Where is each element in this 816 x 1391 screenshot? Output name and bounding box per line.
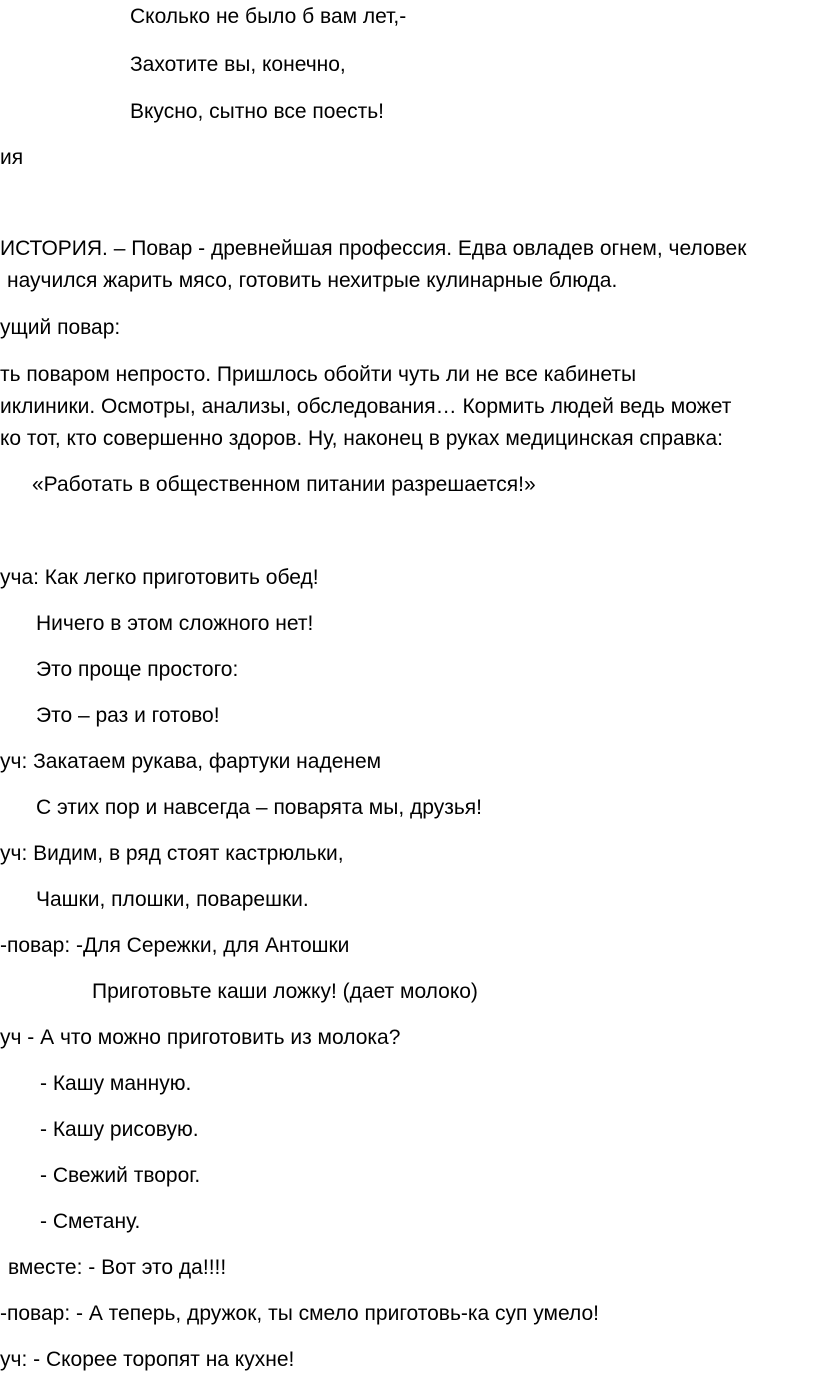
text-line-29: уч: - Скорее торопят на кухне! [0,1348,295,1371]
text-line-11: «Работать в общественном питании разрешается!» [32,473,536,496]
text-line-20: -повар: -Для Сережки, для Антошки [0,934,350,957]
text-line-23: - Кашу манную. [40,1072,192,1095]
text-line-15: Это – раз и готово! [36,704,220,727]
text-line-14: Это проще простого: [36,658,239,681]
text-line-17: С этих пор и навсегда – поварята мы, друзья! [36,796,482,819]
text-line-9: иклиники. Осмотры, анализы, обследования… Кормить людей ведь может [0,395,732,418]
text-line-24: - Кашу рисовую. [40,1118,199,1141]
text-line-19: Чашки, плошки, поварешки. [36,888,309,911]
text-line-21: Приготовьте каши ложку! (дает молоко) [92,980,478,1003]
text-line-16: уч: Закатаем рукава, фартуки наденем [0,750,382,773]
text-line-10: ко тот, кто совершенно здоров. Ну, наконец в руках медицинская справка: [0,427,723,450]
text-line-12: уча: Как легко приготовить обед! [0,566,319,589]
text-line-7: ущий повар: [0,316,121,339]
text-line-8: ть поваром непросто. Пришлось обойти чуть ли не все кабинеты [0,363,637,386]
text-line-22: уч - А что можно приготовить из молока? [0,1026,401,1049]
text-line-25: - Свежий творог. [40,1164,201,1187]
text-line-4: ия [0,146,24,169]
text-line-5: ИСТОРИЯ. – Повар - древнейшая профессия. Едва овладев огнем, человек [0,237,747,260]
text-line-3: Вкусно, сытно все поесть! [130,100,385,123]
text-line-18: уч: Видим, в ряд стоят кастрюльки, [0,842,344,865]
text-line-1: Сколько не было б вам лет,- [130,5,407,28]
text-line-2: Захотите вы, конечно, [130,53,346,76]
text-line-28: -повар: - А теперь, дружок, ты смело приготовь-ка суп умело! [0,1302,599,1325]
text-line-26: - Сметану. [40,1210,141,1233]
text-line-27: вместе: - Вот это да!!!! [8,1256,227,1279]
text-line-13: Ничего в этом сложного нет! [36,612,314,635]
text-line-6: научился жарить мясо, готовить нехитрые кулинарные блюда. [7,269,618,292]
